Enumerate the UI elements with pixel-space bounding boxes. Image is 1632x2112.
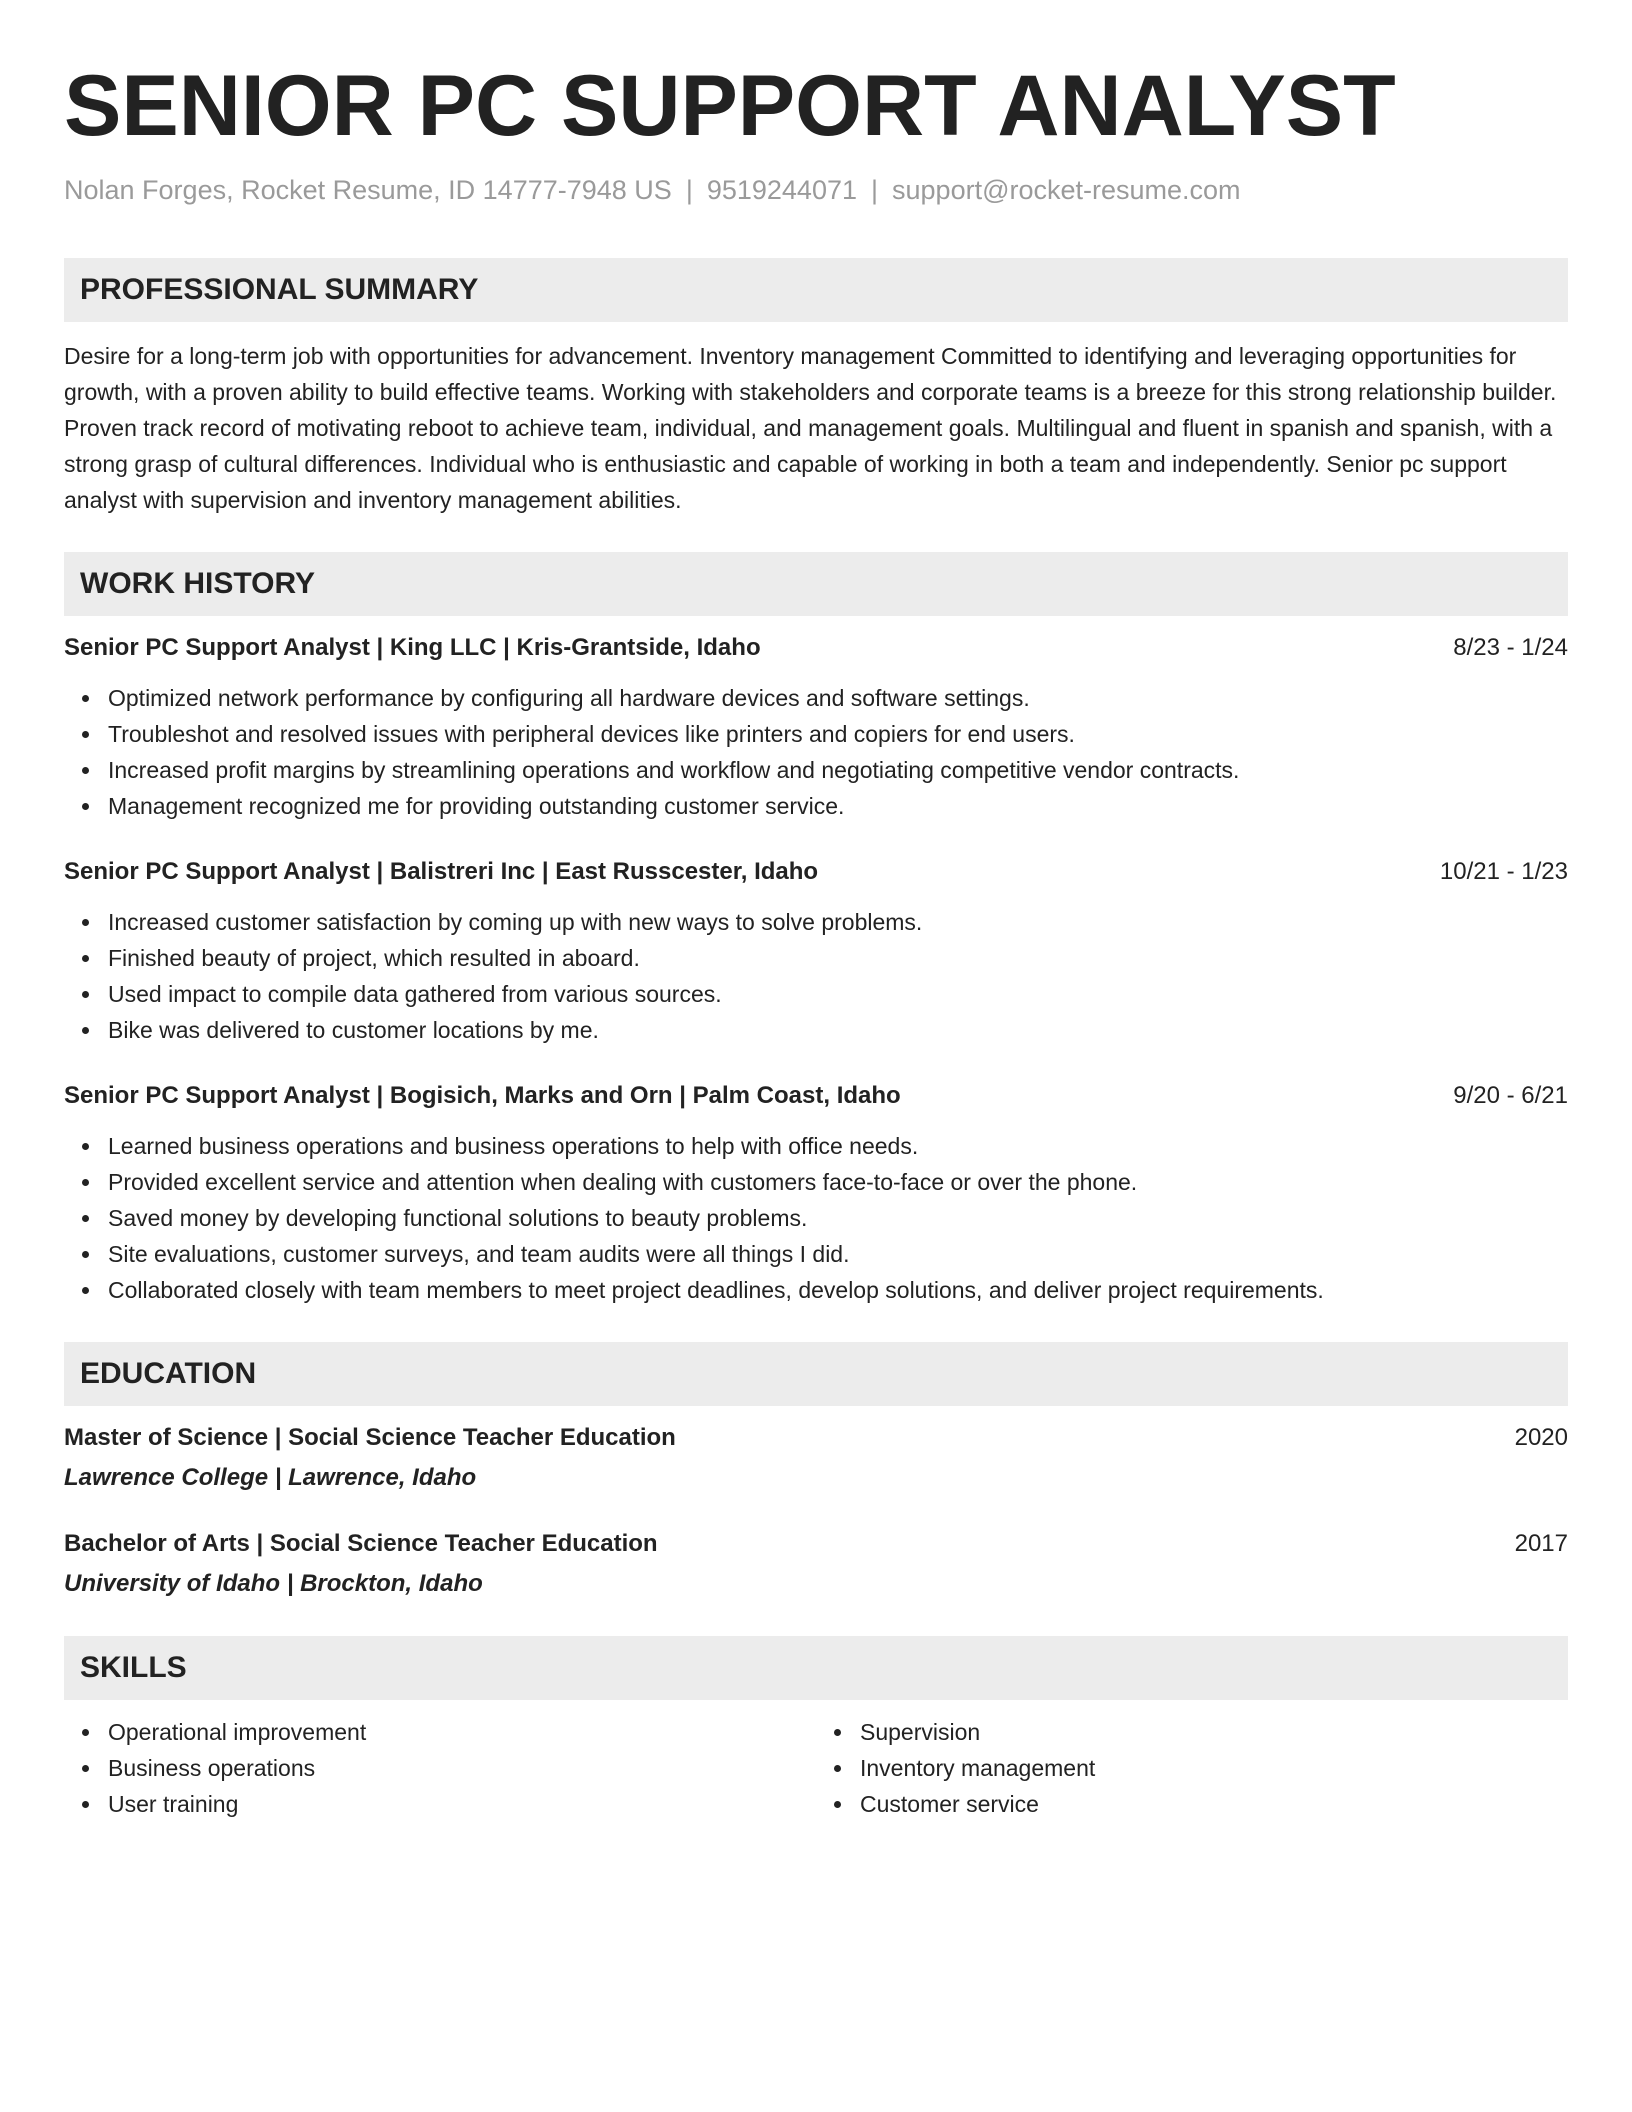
skill-item: Supervision (860, 1714, 1568, 1750)
contact-line (64, 172, 1568, 208)
education-header (64, 1526, 1568, 1562)
job-bullet: Optimized network performance by configuring all hardware devices and software settings. (108, 680, 1568, 716)
graduation-year: 2017 (1514, 1530, 1568, 1557)
skill-item: User training (108, 1786, 816, 1822)
job-bullet: Provided excellent service and attention when dealing with customers face-to-face or over the phone. (108, 1164, 1568, 1200)
contact-email: support@rocket-resume.com (892, 175, 1241, 205)
job-header (64, 1078, 1568, 1114)
section-heading-skills: SKILLS (64, 1636, 1568, 1700)
job-bullet: Used impact to compile data gathered from various sources. (108, 976, 1568, 1012)
school-name: University of Idaho | Brockton, Idaho (64, 1570, 483, 1597)
job-bullets (64, 904, 1568, 1048)
skill-item: Business operations (108, 1750, 816, 1786)
skills-list (816, 1714, 1568, 1822)
contact-separator: | (871, 175, 879, 205)
job-entry (64, 1078, 1568, 1308)
skill-item: Customer service (860, 1786, 1568, 1822)
degree-title: Master of Science | Social Science Teacher Education (64, 1424, 676, 1451)
job-bullet: Learned business operations and business operations to help with office needs. (108, 1128, 1568, 1164)
job-dates: 8/23 - 1/24 (1453, 634, 1568, 661)
candidate-title: SENIOR PC SUPPORT ANALYST (64, 58, 1396, 154)
job-dates: 10/21 - 1/23 (1439, 858, 1568, 885)
school-name: Lawrence College | Lawrence, Idaho (64, 1464, 477, 1491)
graduation-year: 2020 (1514, 1424, 1568, 1451)
section-heading-work-history: WORK HISTORY (64, 552, 1568, 616)
skill-item: Operational improvement (108, 1714, 816, 1750)
job-entry (64, 854, 1568, 1048)
job-bullet: Troubleshot and resolved issues with peripheral devices like printers and copiers for end users. (108, 716, 1568, 752)
job-bullet: Finished beauty of project, which resulted in aboard. (108, 940, 1568, 976)
education-entry (64, 1526, 1568, 1602)
job-dates: 9/20 - 6/21 (1453, 1082, 1568, 1109)
contact-separator: | (685, 175, 693, 205)
job-bullet: Bike was delivered to customer locations by me. (108, 1012, 1568, 1048)
job-header (64, 854, 1568, 890)
skills-grid (64, 1714, 1568, 1822)
skills-column-right (816, 1714, 1568, 1822)
job-bullet: Site evaluations, customer surveys, and team audits were all things I did. (108, 1236, 1568, 1272)
job-bullets (64, 1128, 1568, 1308)
section-heading-summary: PROFESSIONAL SUMMARY (64, 258, 1568, 322)
skill-item: Inventory management (860, 1750, 1568, 1786)
degree-title: Bachelor of Arts | Social Science Teacher Education (64, 1530, 658, 1557)
summary-paragraph: Desire for a long-term job with opportunities for advancement. Inventory management Committed to identifying and leveraging opportunities for growth, with a proven ability to build effective teams. Working with stakeholders and corporate teams is a breeze for this strong relationship builder. Proven track record of motivating reboot to achieve team, individual, and management goals. Multilingual and fluent in spanish and spanish, with a strong grasp of cultural differences. Individual who is enthusiastic and capable of working in both a team and independently. Senior pc support analyst with supervision and inventory management abilities. (64, 343, 1557, 513)
education-header (64, 1420, 1568, 1456)
contact-phone: 9519244071 (706, 175, 857, 205)
job-bullet: Increased profit margins by streamlining operations and workflow and negotiating competitive vendor contracts. (108, 752, 1568, 788)
job-bullets (64, 680, 1568, 824)
education-entry (64, 1420, 1568, 1496)
job-bullet: Saved money by developing functional solutions to beauty problems. (108, 1200, 1568, 1236)
section-heading-education: EDUCATION (64, 1342, 1568, 1406)
skills-column-left (64, 1714, 816, 1822)
job-entry (64, 630, 1568, 824)
job-title: Senior PC Support Analyst | Balistreri Inc | East Russcester, Idaho (64, 858, 819, 885)
job-title: Senior PC Support Analyst | Bogisich, Marks and Orn | Palm Coast, Idaho (64, 1082, 901, 1109)
job-bullet: Management recognized me for providing outstanding customer service. (108, 788, 1568, 824)
job-title: Senior PC Support Analyst | King LLC | Kris-Grantside, Idaho (64, 634, 761, 661)
job-bullet: Collaborated closely with team members to meet project deadlines, develop solutions, and deliver project requirements. (108, 1272, 1568, 1308)
job-bullet: Increased customer satisfaction by coming up with new ways to solve problems. (108, 904, 1568, 940)
skills-list (64, 1714, 816, 1822)
job-header (64, 630, 1568, 666)
contact-address: Nolan Forges, Rocket Resume, ID 14777-7948 US (64, 175, 672, 205)
